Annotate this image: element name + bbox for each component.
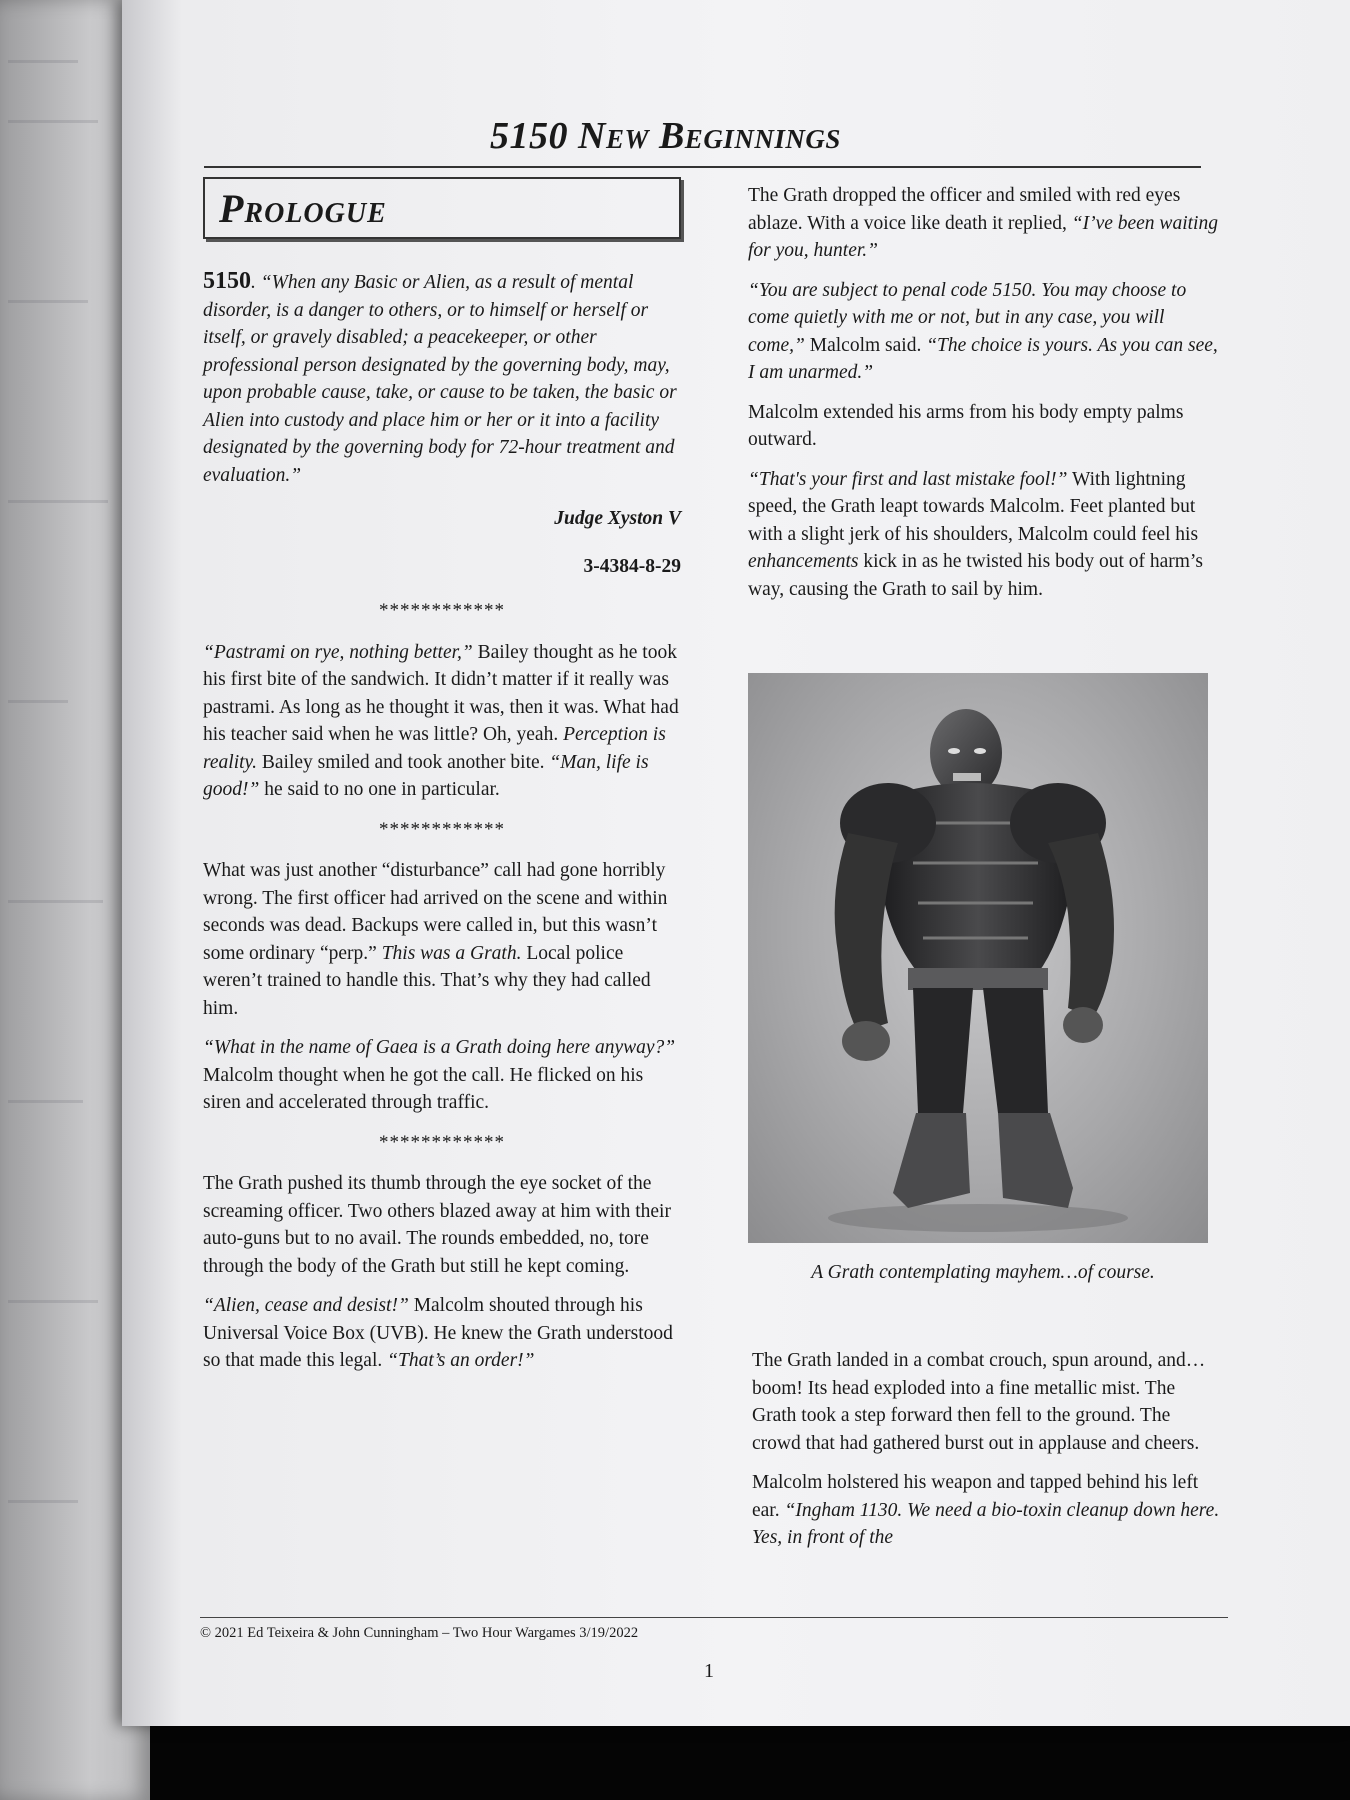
paragraph: “That's your first and last mistake fool!” With lightning speed, the Grath leapt towards Malcolm. Feet planted but with a slight jerk of his shoulders, Malcolm could feel his enhancements kick in as he twisted his body out of harm’s way, causing the Grath to sail by him. [748,468,1203,600]
section-heading-box [203,177,681,239]
footer-divider [200,1617,1228,1618]
paragraph: Malcolm holstered his weapon and tapped behind his left ear. “Ingham 1130. We need a bio-toxin cleanup down here. Yes, in front of the [752,1472,1220,1548]
grath-illustration [748,673,1208,1243]
paragraph: The Grath landed in a combat crouch, spun around, and…boom! Its head exploded into a fine metallic mist. The Grath took a step forward then fell to the ground. The crowd that had gathered burst out in applause and cheers. [752,1350,1206,1454]
right-column-lower [752,1347,1222,1564]
section-separator: ************ [379,600,505,621]
page-number: 1 [704,1660,714,1682]
paragraph: What was just another “disturbance” call had gone horribly wrong. The first officer had arrived on the scene and within seconds was dead. Backups were called in, but this wasn’t some ordinary “perp.” This was a Grath. Local police weren’t trained to handle this. That’s why they had called him. [203,860,668,1019]
page-title: 5150 New Beginnings [490,115,841,157]
title-divider [204,166,1201,168]
paragraph: “Alien, cease and desist!” Malcolm shouted through his Universal Voice Box (UVB). He knew the Grath understood so that made this legal. “That’s an order!” [203,1295,673,1371]
copyright-footer: © 2021 Ed Teixeira & John Cunningham – Two Hour Wargames 3/19/2022 [200,1625,639,1641]
penal-code-quote [203,268,681,489]
signature-name: Judge Xyston V [554,508,681,529]
paragraph: The Grath pushed its thumb through the eye socket of the screaming officer. Two others blazed away at him with their auto-guns but to no avail. The rounds embedded, no, tore through the body of the Grath but still he kept coming. [203,1173,671,1277]
left-column [203,268,681,1387]
grath-figure-icon [748,673,1208,1243]
section-separator: ************ [379,1131,505,1153]
paragraph: The Grath dropped the officer and smiled with red eyes ablaze. With a voice like death it replied, “I’ve been waiting for you, hunter.” [748,185,1218,261]
section-heading: Prologue [219,186,387,231]
penal-code-number: 5150 [203,268,251,294]
section-separator: ************ [379,818,505,840]
right-column [748,182,1218,615]
signature-code: 3-4384-8-29 [583,556,681,577]
paragraph: “Pastrami on rye, nothing better,” Bailey thought as he took his first bite of the sandwich. It didn’t matter if it really was pastrami. As long as he thought it was, then it was. What had his teacher said when he was little? Oh, yeah. Perception is reality. Bailey smiled and took another bite. “Man, life is good!” he said to no one in particular. [203,641,679,800]
paragraph: “You are subject to penal code 5150. You may choose to come quietly with me or not, but in any case, you will come,” Malcolm said. “The choice is yours. As you can see, I am unarmed.” [748,279,1218,383]
paragraph: Malcolm extended his arms from his body empty palms outward. [748,401,1184,450]
paragraph: “What in the name of Gaea is a Grath doing here anyway?” Malcolm thought when he got the call. He flicked on his siren and accelerated through traffic. [203,1037,676,1113]
figure-caption: A Grath contemplating mayhem…of course. [811,1262,1155,1283]
penal-code-text: . “When any Basic or Alien, as a result of mental disorder, is a danger to others, or to himself or herself or itself, or gravely disabled; a peacekeeper, or other professional person designated by the governing body, may, upon probable cause, take, or cause to be taken, the basic or Alien into custody and place him or her or it into a facility designated by the governing body for 72-hour treatment and evaluation.” [203,272,677,486]
